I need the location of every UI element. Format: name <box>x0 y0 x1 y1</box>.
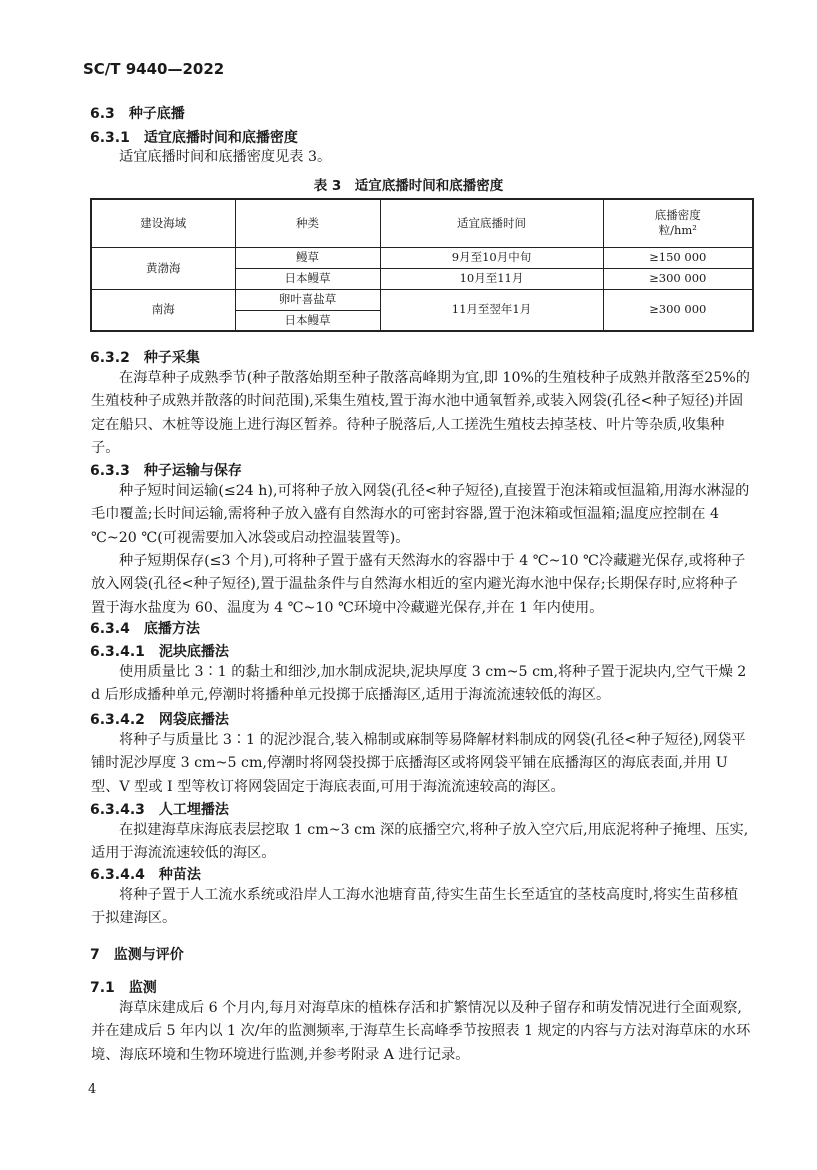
heading-number: 6.3.3 <box>90 463 130 479</box>
heading-title: 网袋底播法 <box>158 712 229 728</box>
paragraph-7-1: 海草床建成后 6 个月内,每月对海草床的植株存活和扩繁情况以及种子留存和萌发情况进行全面观察,并在建成后 5 年内以 1 次/年的监测频率,于海草生长高峰季节按照表 1 规定的内容与方法对海草床的水环境、海底环境和生物环境进行监测,并参考附录 A 进行记录。 <box>91 1000 751 1063</box>
heading-number: 6.3.4.1 <box>90 644 145 660</box>
page-number: 4 <box>88 1082 97 1097</box>
cell-time: 9月至10月中旬 <box>380 247 603 268</box>
cell-density: ≥300 000 <box>603 268 753 289</box>
heading-number: 7 <box>90 947 100 963</box>
heading-number: 6.3.4.4 <box>90 867 145 883</box>
table-row <box>91 289 753 310</box>
paragraph-6-3-2: 在海草种子成熟季节(种子散落始期至种子散落高峰期为宜,即 10%的生殖枝种子成熟并散落至25%的生殖枝种子成熟并散落的时间范围),采集生殖枝,置于海水池中通氧暂养,或装入网袋(孔径<种子短径)并固定在船只、木桩等设施上进行海区暂养。待种子脱落后,人工搓洗生殖枝去掉茎枝、叶片等杂质,收集种子。 <box>91 370 750 457</box>
paragraph-6-3-3-transport: 种子短时间运输(≤24 h),可将种子放入网袋(孔径<种子短径),直接置于泡沫箱或恒温箱,用海水淋湿的毛巾覆盖;长时间运输,需将种子放入盛有自然海水的可密封容器,置于泡沫箱或恒温箱;温度应控制在 4 ℃~20 ℃(可视需要加入冰袋或启动控温装置等)。 <box>91 483 750 546</box>
heading-6-3-1 <box>90 127 298 147</box>
cell-species: 日本鳗草 <box>235 310 380 331</box>
table-row <box>91 247 753 268</box>
heading-number: 6.3.2 <box>90 350 130 366</box>
header-density-unit: 粒/hm² <box>658 223 697 238</box>
paragraph-6-3-3-storage: 种子短期保存(≤3 个月),可将种子置于盛有天然海水的容器中于 4 ℃~10 ℃冷藏避光保存,或将种子放入网袋(孔径<种子短径),置于温盐条件与自然海水相近的室内避光海水池中保存;长期保存时,应将种子置于海水盐度为 60、温度为 4 ℃~10 ℃环境中冷藏避光保存,并在 1 年内使用。 <box>91 553 746 616</box>
heading-title: 监测与评价 <box>113 947 184 963</box>
heading-title: 泥块底播法 <box>158 644 229 660</box>
heading-title: 人工埋播法 <box>158 802 229 818</box>
paragraph-6-3-1: 适宜底播时间和底播密度见表 3。 <box>119 149 332 165</box>
heading-7 <box>90 944 184 964</box>
heading-6-3-4-4 <box>90 864 201 884</box>
heading-title: 底播方法 <box>143 621 200 637</box>
heading-number: 6.3.1 <box>90 130 130 146</box>
heading-title: 种子采集 <box>143 350 200 366</box>
paragraph-6-3-4-3: 在拟建海草床海底表层挖取 1 cm~3 cm 深的底播空穴,将种子放入空穴后,用底泥将种子掩埋、压实,适用于海流流速较低的海区。 <box>91 822 749 862</box>
cell-species: 鳗草 <box>235 247 380 268</box>
cell-density: ≥150 000 <box>603 247 753 268</box>
table-caption: 表 3 适宜底播时间和底播密度 <box>313 178 504 194</box>
heading-number: 6.3.4.2 <box>90 712 145 728</box>
cell-area: 南海 <box>91 289 235 331</box>
heading-title: 监测 <box>128 980 157 996</box>
cell-area: 黄渤海 <box>91 247 235 289</box>
cell-species: 卵叶喜盐草 <box>235 289 380 310</box>
heading-6-3 <box>90 103 185 123</box>
heading-number: 7.1 <box>90 980 115 996</box>
header-species: 种类 <box>235 199 380 247</box>
cell-species: 日本鳗草 <box>235 268 380 289</box>
header-density-label: 底播密度 <box>654 208 701 223</box>
header-time: 适宜底播时间 <box>380 199 603 247</box>
cell-time: 11月至翌年1月 <box>380 289 603 331</box>
cell-density: ≥300 000 <box>603 289 753 331</box>
table-3 <box>90 198 754 332</box>
heading-6-3-4-3 <box>90 799 229 819</box>
heading-6-3-4 <box>90 618 200 638</box>
paragraph-6-3-4-1: 使用质量比 3∶1 的黏土和细沙,加水制成泥块,泥块厚度 3 cm~5 cm,将种子置于泥块内,空气干燥 2 d 后形成播种单元,停潮时将播种单元投掷于底播海区,适用于海流流速较低的海区。 <box>91 664 747 704</box>
heading-6-3-3 <box>90 460 242 480</box>
heading-number: 6.3.4.3 <box>90 802 145 818</box>
heading-title: 适宜底播时间和底播密度 <box>143 130 298 146</box>
heading-number: 6.3.4 <box>90 621 130 637</box>
heading-title: 种子运输与保存 <box>143 463 242 479</box>
heading-6-3-4-1 <box>90 641 229 661</box>
heading-7-1 <box>90 977 157 997</box>
paragraph-6-3-4-4: 将种子置于人工流水系统或沿岸人工海水池塘育苗,待实生苗生长至适宜的茎枝高度时,将实生苗移植于拟建海区。 <box>91 887 739 927</box>
table-header-row <box>91 199 753 247</box>
cell-time: 10月至11月 <box>380 268 603 289</box>
heading-6-3-4-2 <box>90 709 229 729</box>
document-header: SC/T 9440—2022 <box>83 60 225 78</box>
heading-6-3-2 <box>90 347 200 367</box>
heading-title: 种苗法 <box>158 867 201 883</box>
header-density <box>603 199 753 247</box>
heading-number: 6.3 <box>90 106 115 122</box>
header-area: 建设海域 <box>91 199 235 247</box>
heading-title: 种子底播 <box>128 106 185 122</box>
paragraph-6-3-4-2: 将种子与质量比 3∶1 的泥沙混合,装入棉制或麻制等易降解材料制成的网袋(孔径<种子短径),网袋平铺时泥沙厚度 3 cm~5 cm,停潮时将网袋投掷于底播海区或将网袋平铺在底播海区的海底表面,并用 U 型、V 型或 I 型等枚订将网袋固定于海底表面,可用于海流流速较高的海区。 <box>91 732 746 795</box>
